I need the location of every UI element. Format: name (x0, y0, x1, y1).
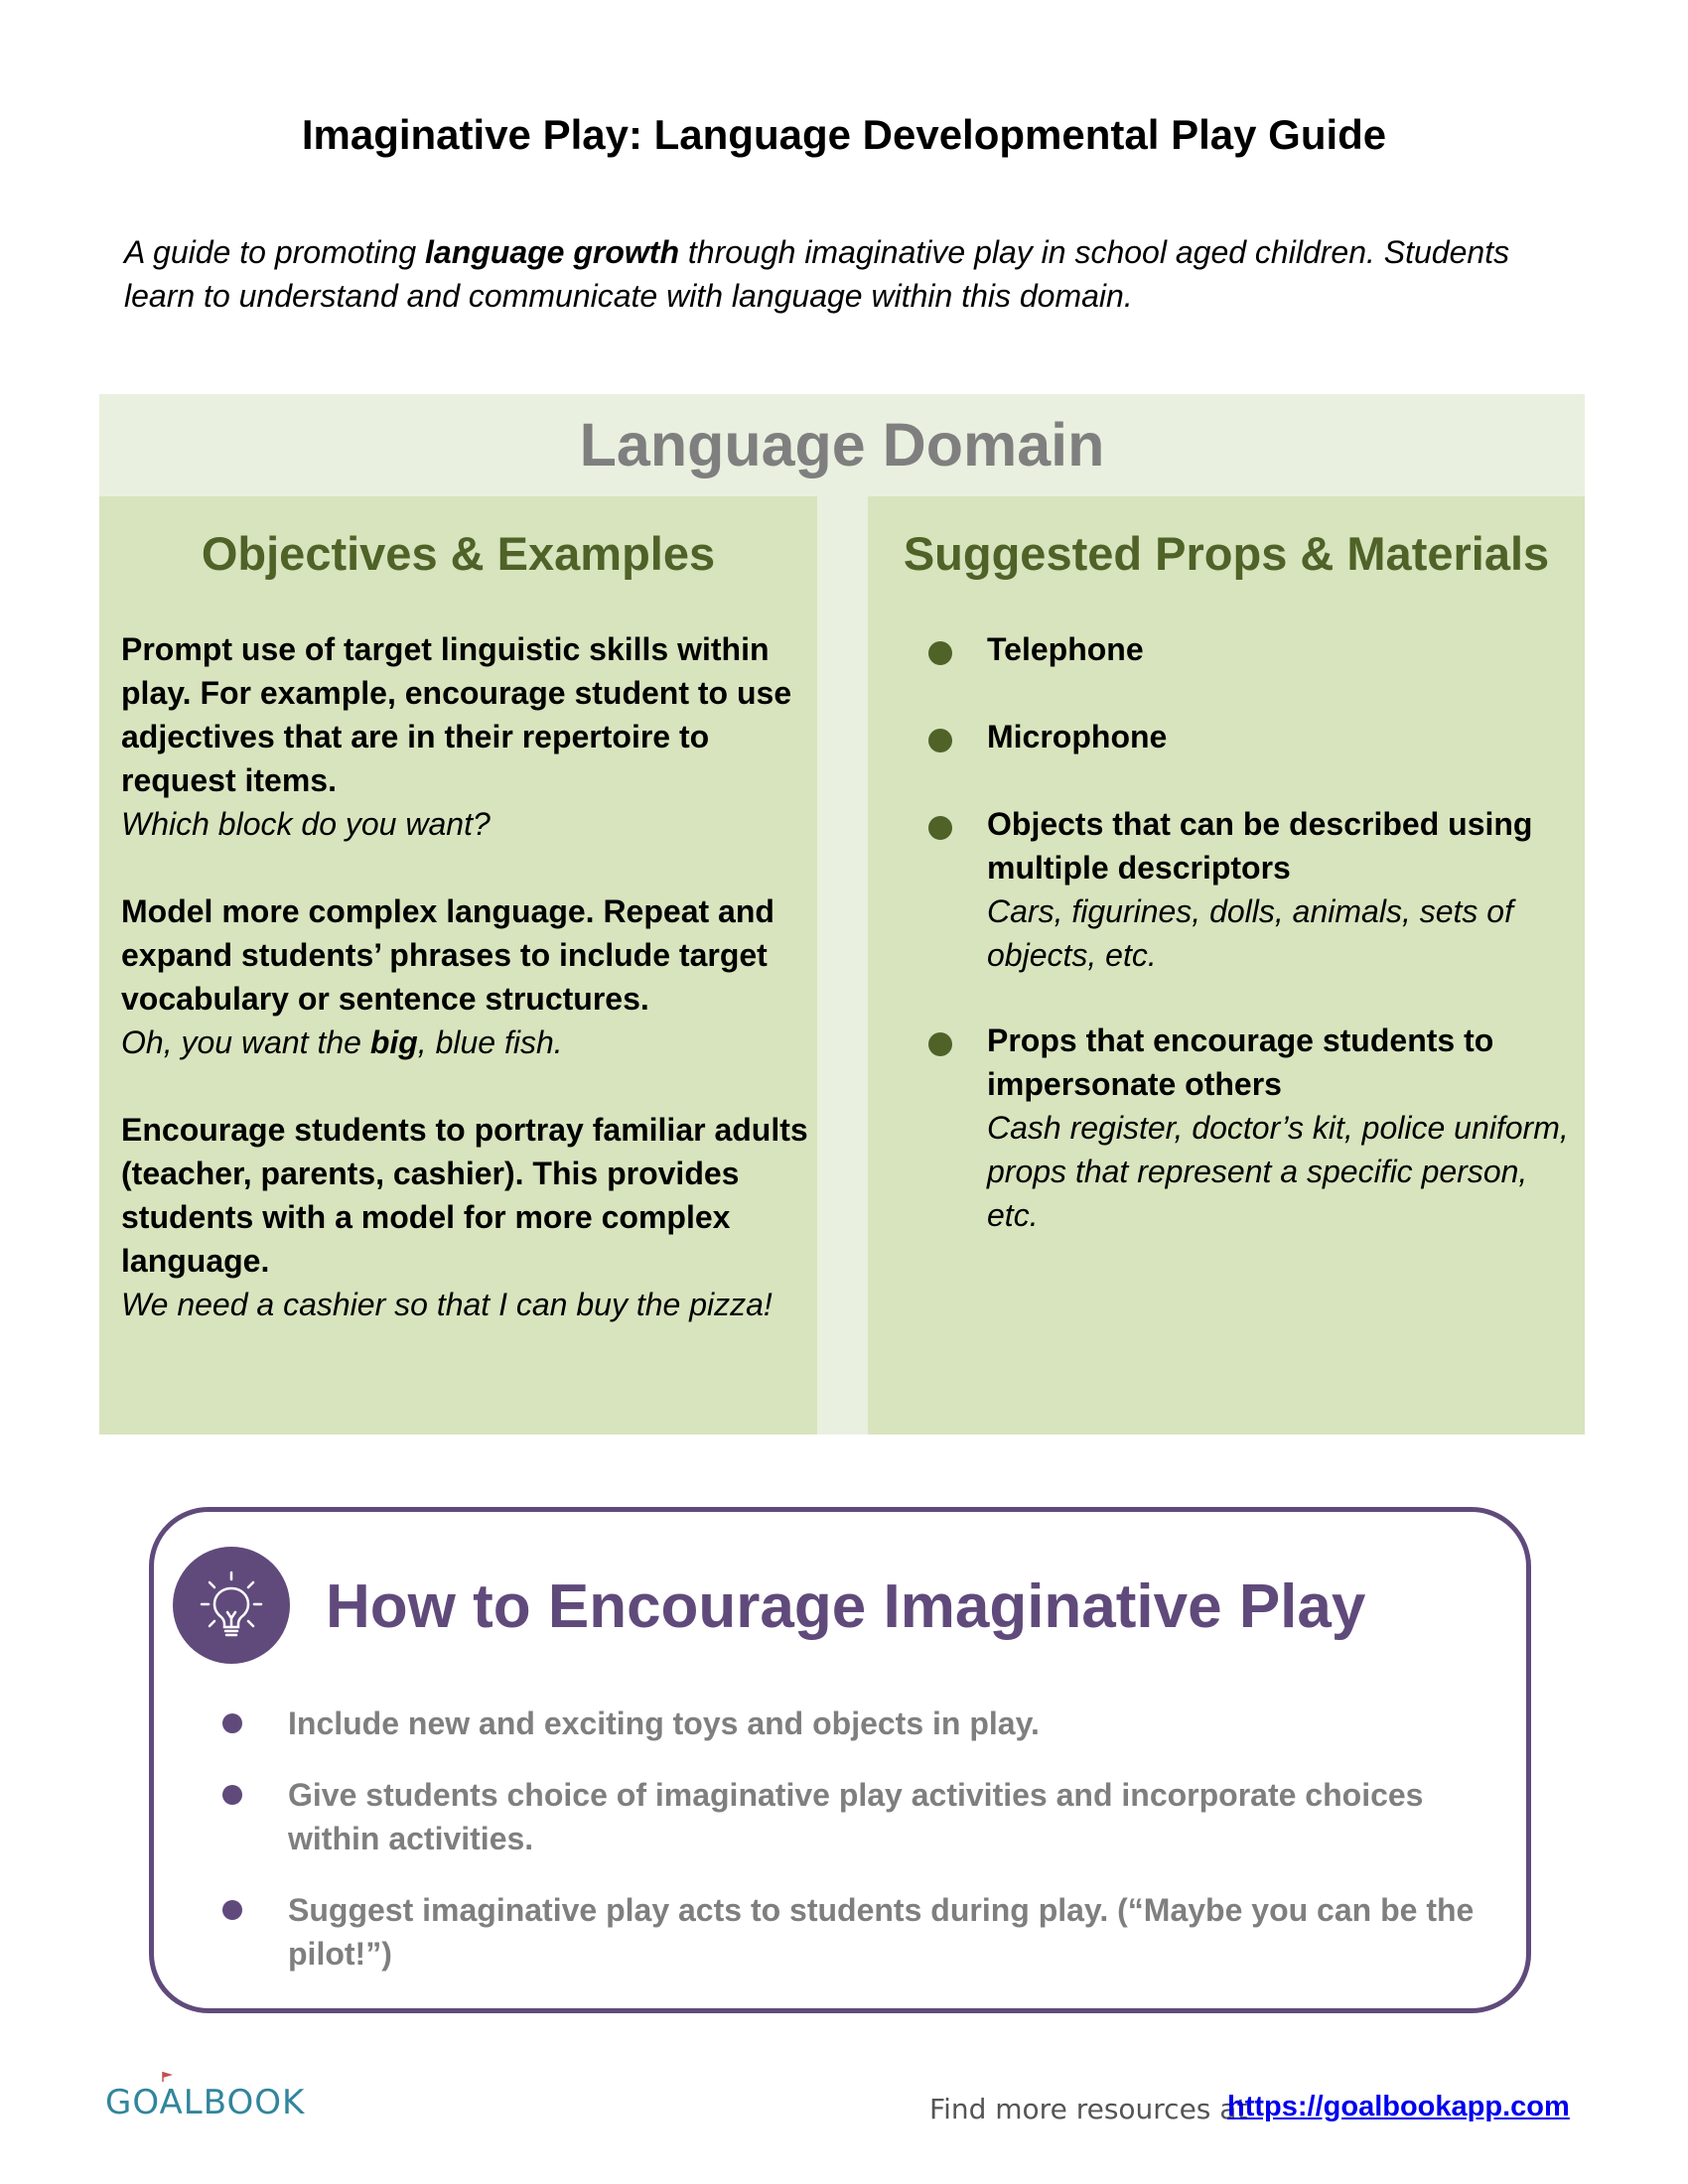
prop-item-3 (987, 802, 1573, 977)
footer-link[interactable]: https://goalbookapp.com (1227, 2091, 1570, 2122)
objective-lead: Encourage students to portray familiar adults (teacher, parents, cashier). This provides students with a model for more complex language. (121, 1112, 808, 1279)
bullet-icon (222, 1713, 242, 1733)
language-domain-header: Language Domain (99, 394, 1585, 496)
intro-paragraph (124, 230, 1574, 318)
objective-item-1 (121, 627, 816, 846)
prop-example: Cash register, doctor’s kit, police uniform, props that represent a specific person, etc. (987, 1110, 1569, 1233)
objectives-heading: Objectives & Examples (201, 527, 716, 580)
logo-flag-icon (162, 2072, 174, 2082)
prop-item-4 (987, 1019, 1573, 1237)
encourage-title: How to Encourage Imaginative Play (326, 1572, 1366, 1641)
objective-lead: Model more complex language. Repeat and expand students’ phrases to include target vocabulary or sentence structures. (121, 893, 774, 1017)
bullet-icon (222, 1785, 242, 1805)
goalbook-logo: GOALBOOK (105, 2083, 306, 2122)
bullet-icon (222, 1900, 242, 1920)
objective-example: Oh, you want the big, blue fish. (121, 1024, 563, 1060)
objective-example: We need a cashier so that I can buy the pizza! (121, 1287, 773, 1322)
bullet-icon (928, 641, 952, 665)
bullet-icon (928, 1032, 952, 1056)
intro-text-end: through imaginative play in school aged children. Students learn to understand and communicate with language within this domain. (124, 234, 1510, 314)
encourage-item-2: Give students choice of imaginative play activities and incorporate choices within activities. (288, 1777, 1424, 1856)
encourage-item-3: Suggest imaginative play acts to students during play. (“Maybe you can be the pilot!”) (288, 1892, 1475, 1972)
prop-item-2 (987, 715, 1573, 758)
bullet-icon (928, 816, 952, 840)
intro-text-start: A guide to promoting (124, 234, 425, 270)
prop-name: Objects that can be described using multiple descriptors (987, 806, 1533, 886)
prop-name: Telephone (987, 631, 1144, 667)
objective-item-3 (121, 1108, 816, 1326)
page-title: Imaginative Play: Language Developmental Play Guide (301, 111, 1387, 158)
prop-example: Cars, figurines, dolls, animals, sets of objects, etc. (987, 893, 1513, 973)
bullet-icon (928, 729, 952, 752)
panel-divider (817, 496, 868, 1434)
lightbulb-icon (173, 1547, 290, 1664)
objective-lead: Prompt use of target linguistic skills within play. For example, encourage student to use adjectives that are in their repertoire to request items. (121, 631, 792, 798)
prop-name: Props that encourage students to impersonate others (987, 1023, 1494, 1102)
footer-text: Find more resources at (929, 2093, 1248, 2125)
objective-item-2 (121, 889, 816, 1064)
intro-text-bold: language growth (425, 234, 679, 270)
objective-example: Which block do you want? (121, 806, 491, 842)
prop-name: Microphone (987, 719, 1168, 754)
prop-item-1 (987, 627, 1573, 671)
encourage-item-1: Include new and exciting toys and objects in play. (288, 1706, 1040, 1741)
props-heading: Suggested Props & Materials (903, 527, 1550, 580)
